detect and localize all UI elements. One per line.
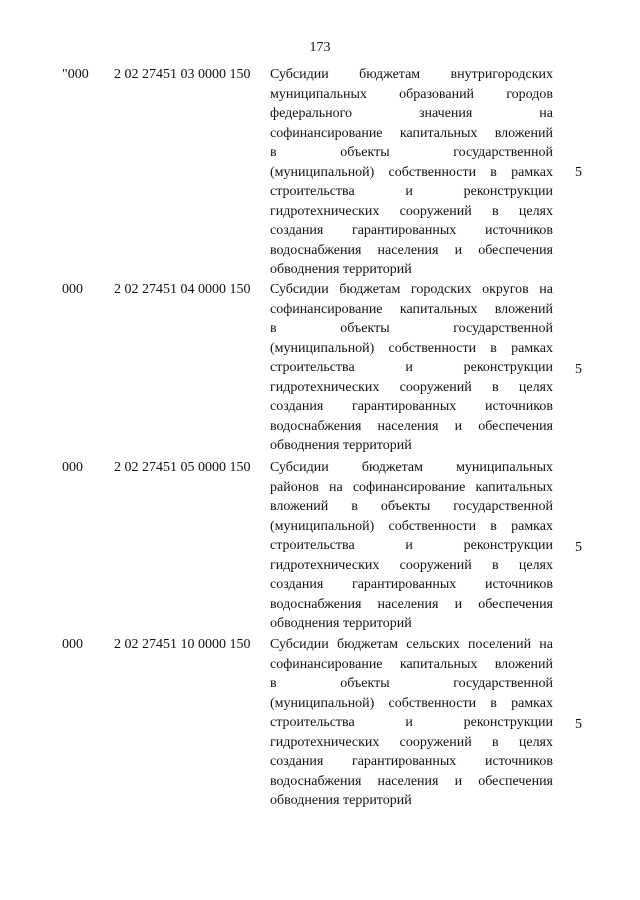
description-line: строительства и реконструкции xyxy=(270,360,553,375)
description-line: гидротехнических сооружений в целях xyxy=(270,557,553,573)
description-line: обводнения территорий xyxy=(270,438,412,453)
amount-value: 5 xyxy=(575,362,582,377)
description-line: софинансирование капитальных вложений xyxy=(270,125,553,141)
description-line: районов на софинансирование капитальных xyxy=(270,479,553,495)
description-line: водоснабжения населения и обеспечения xyxy=(270,596,553,612)
amount-value: 5 xyxy=(575,540,582,555)
description-line: Субсидии бюджетам внутригородских xyxy=(270,67,553,82)
description-line: гидротехнических сооружений в целях xyxy=(270,203,553,219)
budget-classification-code: 2 02 27451 05 0000 150 xyxy=(114,460,251,475)
description-line: вложений в объекты государственной xyxy=(270,499,553,514)
amount-value: 5 xyxy=(575,165,582,180)
description-line: строительства и реконструкции xyxy=(270,715,553,730)
description-line: обводнения территорий xyxy=(270,793,412,808)
description-line: (муниципальной) собственности в рамках xyxy=(270,340,553,356)
description-line: гидротехнических сооружений в целях xyxy=(270,734,553,750)
description-line: обводнения территорий xyxy=(270,616,412,631)
description-line: водоснабжения населения и обеспечения xyxy=(270,418,553,434)
income-description xyxy=(270,280,553,456)
description-line: софинансирование капитальных вложений xyxy=(270,301,553,317)
description-line: водоснабжения населения и обеспечения xyxy=(270,242,553,258)
budget-classification-code: 2 02 27451 03 0000 150 xyxy=(114,67,251,82)
description-line: в объекты государственной xyxy=(270,676,553,691)
page-number: 173 xyxy=(309,40,331,55)
admin-code: 000 xyxy=(62,637,83,652)
description-line: в объекты государственной xyxy=(270,321,553,336)
budget-classification-code: 2 02 27451 10 0000 150 xyxy=(114,637,251,652)
description-line: обводнения территорий xyxy=(270,262,412,277)
description-line: Субсидии бюджетам муниципальных xyxy=(270,460,553,475)
description-line: муниципальных образований городов xyxy=(270,86,553,102)
description-line: строительства и реконструкции xyxy=(270,184,553,199)
description-line: водоснабжения населения и обеспечения xyxy=(270,773,553,789)
income-description xyxy=(270,65,553,280)
income-description xyxy=(270,458,553,634)
description-line: (муниципальной) собственности в рамках xyxy=(270,164,553,180)
description-line: создания гарантированных источников xyxy=(270,399,553,414)
description-line: (муниципальной) собственности в рамках xyxy=(270,695,553,711)
income-description xyxy=(270,635,553,811)
description-line: в объекты государственной xyxy=(270,145,553,160)
admin-code: 000 xyxy=(62,460,83,475)
description-line: (муниципальной) собственности в рамках xyxy=(270,518,553,534)
amount-value: 5 xyxy=(575,717,582,732)
admin-code: "000 xyxy=(62,67,89,82)
description-line: создания гарантированных источников xyxy=(270,754,553,769)
description-line: федерального значения на xyxy=(270,106,553,121)
description-line: гидротехнических сооружений в целях xyxy=(270,379,553,395)
description-line: софинансирование капитальных вложений xyxy=(270,656,553,672)
description-line: создания гарантированных источников xyxy=(270,223,553,238)
description-line: строительства и реконструкции xyxy=(270,538,553,553)
budget-classification-code: 2 02 27451 04 0000 150 xyxy=(114,282,251,297)
admin-code: 000 xyxy=(62,282,83,297)
description-line: создания гарантированных источников xyxy=(270,577,553,592)
description-line: Субсидии бюджетам сельских поселений на xyxy=(270,637,553,652)
description-line: Субсидии бюджетам городских округов на xyxy=(270,282,553,297)
